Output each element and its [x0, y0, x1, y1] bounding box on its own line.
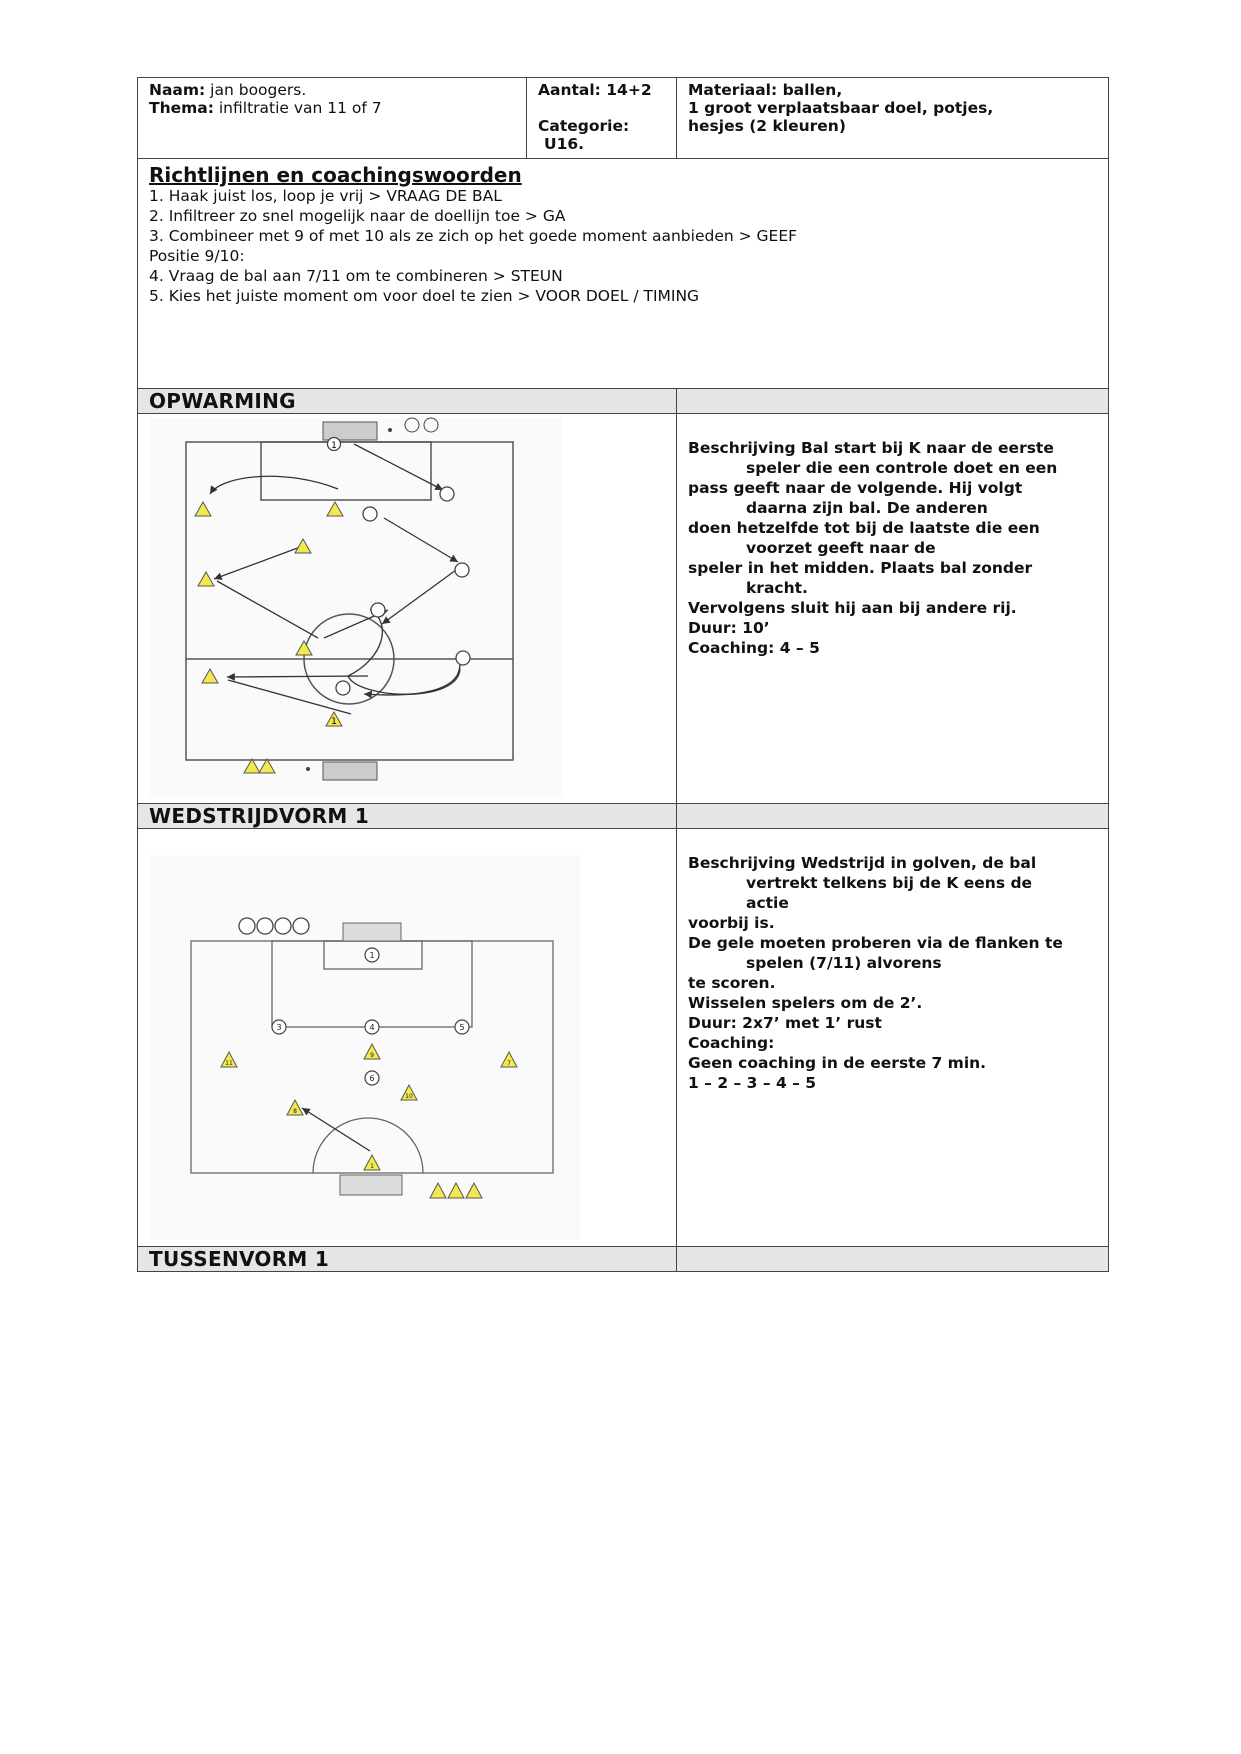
description-line: vertrekt telkens bij de K eens de [746, 874, 1033, 892]
naam-value: jan boogers. [205, 81, 307, 99]
description-line: Coaching: 4 – 5 [688, 639, 820, 657]
opwarming-description-cell [677, 414, 1109, 804]
richtlijn-line: 5. Kies het juiste moment om voor doel te zien > VOOR DOEL / TIMING [149, 287, 700, 305]
aantal: Aantal: 14+2 [538, 81, 652, 99]
training-sheet [137, 77, 1108, 1272]
description-line: Beschrijving Bal start bij K naar de eerste [688, 439, 1054, 457]
diagram-background [150, 418, 562, 796]
description-line: Wisselen spelers om de 2’. [688, 994, 923, 1012]
description-line: speler in het midden. Plaats bal zonder [688, 559, 1033, 577]
opwarming-header [138, 389, 677, 414]
materiaal-line-2: 1 groot verplaatsbaar doel, potjes, [688, 99, 994, 117]
match-diagram [138, 829, 676, 1246]
description-line: Coaching: [688, 1034, 775, 1052]
opwarming-title: OPWARMING [149, 389, 296, 413]
wedstrijdvorm-header-empty [677, 804, 1109, 829]
bottom-cone-label: 1 [331, 717, 337, 727]
richtlijn-line: 3. Combineer met 9 of met 10 als ze zich op het goede moment aanbieden > GEEF [149, 227, 798, 245]
description-line: Vervolgens sluit hij aan bij andere rij. [688, 599, 1017, 617]
waiting-player-icon [239, 918, 255, 934]
tussenvorm-title: TUSSENVORM 1 [149, 1247, 330, 1271]
wedstrijdvorm-header [138, 804, 677, 829]
description-line: De gele moeten proberen via de flanken te [688, 934, 1063, 952]
wedstrijdvorm-diagram-cell [138, 829, 677, 1247]
description-line: voorzet geeft naar de [746, 539, 936, 557]
description-line: Duur: 2x7’ met 1’ rust [688, 1014, 882, 1032]
description-line: actie [746, 894, 789, 912]
attacker-label: 1 [370, 1163, 374, 1170]
player-icon [371, 603, 385, 617]
richtlijn-line: 4. Vraag de bal aan 7/11 om te combineren > STEUN [149, 267, 563, 285]
training-table [137, 77, 1109, 1272]
attacker-label: 11 [225, 1060, 233, 1067]
bottom-goal [340, 1175, 402, 1195]
thema-value: infiltratie van 11 of 7 [213, 99, 382, 117]
attacker-label: 9 [370, 1052, 374, 1059]
bottom-goal [323, 762, 377, 780]
richtlijn-line: Positie 9/10: [149, 247, 245, 265]
player-icon [440, 487, 454, 501]
richtlijnen-title: Richtlijnen en coachingswoorden [149, 163, 522, 187]
opwarming-description [677, 414, 1108, 658]
description-line: spelen (7/11) alvorens [746, 954, 942, 972]
keeper-label: 1 [331, 441, 337, 451]
materiaal-line-1: Materiaal: ballen, [688, 81, 843, 99]
defender-label: 5 [459, 1023, 465, 1032]
waiting-player-icon [257, 918, 273, 934]
description-line: voorbij is. [688, 914, 775, 932]
categorie-label: Categorie: [538, 117, 630, 135]
richtlijn-line: 1. Haak juist los, loop je vrij > VRAAG DE BAL [149, 187, 502, 205]
top-goal [323, 422, 377, 440]
thema-label: Thema: [149, 99, 214, 117]
player-icon [336, 681, 350, 695]
description-line: doen hetzelfde tot bij de laatste die een [688, 519, 1040, 537]
description-line: Geen coaching in de eerste 7 min. [688, 1054, 987, 1072]
defender-label: 6 [369, 1074, 375, 1083]
match-field-svg [138, 829, 677, 1242]
attacker-label: 7 [507, 1060, 511, 1067]
player-icon [363, 507, 377, 521]
attacker-label: 8 [293, 1108, 297, 1115]
materiaal-line-3: hesjes (2 kleuren) [688, 117, 846, 135]
description-line: Duur: 10’ [688, 619, 770, 637]
wedstrijdvorm-title: WEDSTRIJDVORM 1 [149, 804, 370, 828]
tussenvorm-header-empty [677, 1247, 1109, 1272]
wedstrijdvorm-description-cell [677, 829, 1109, 1247]
description-line: daarna zijn bal. De anderen [746, 499, 988, 517]
richtlijnen-cell [138, 159, 1109, 389]
warmup-diagram [138, 414, 676, 803]
description-line: pass geeft naar de volgende. Hij volgt [688, 479, 1023, 497]
tussenvorm-header [138, 1247, 677, 1272]
description-line: kracht. [746, 579, 808, 597]
ball-icon [388, 428, 392, 432]
richtlijn-line: 2. Infiltreer zo snel mogelijk naar de doellijn toe > GA [149, 207, 566, 225]
waiting-player-icon [275, 918, 291, 934]
description-line: speler die een controle doet en een [746, 459, 1058, 477]
info-cell [138, 78, 527, 159]
defender-label: 3 [276, 1023, 282, 1032]
warmup-field-svg [138, 414, 677, 799]
categorie-value: U16. [544, 135, 585, 153]
aantal-cell [527, 78, 677, 159]
materiaal-cell [677, 78, 1109, 159]
waiting-player-icon [293, 918, 309, 934]
player-icon [455, 563, 469, 577]
description-line: 1 – 2 – 3 – 4 – 5 [688, 1074, 817, 1092]
naam-label: Naam: [149, 81, 206, 99]
opwarming-diagram-cell [138, 414, 677, 804]
defender-label: 1 [369, 951, 375, 960]
description-line: te scoren. [688, 974, 776, 992]
description-line: Beschrijving Wedstrijd in golven, de bal [688, 854, 1037, 872]
defender-label: 4 [369, 1023, 375, 1032]
ball-icon [306, 767, 310, 771]
opwarming-header-empty [677, 389, 1109, 414]
wedstrijdvorm-description [677, 829, 1108, 1093]
top-goal [343, 923, 401, 941]
player-icon [456, 651, 470, 665]
attacker-label: 10 [405, 1093, 413, 1100]
